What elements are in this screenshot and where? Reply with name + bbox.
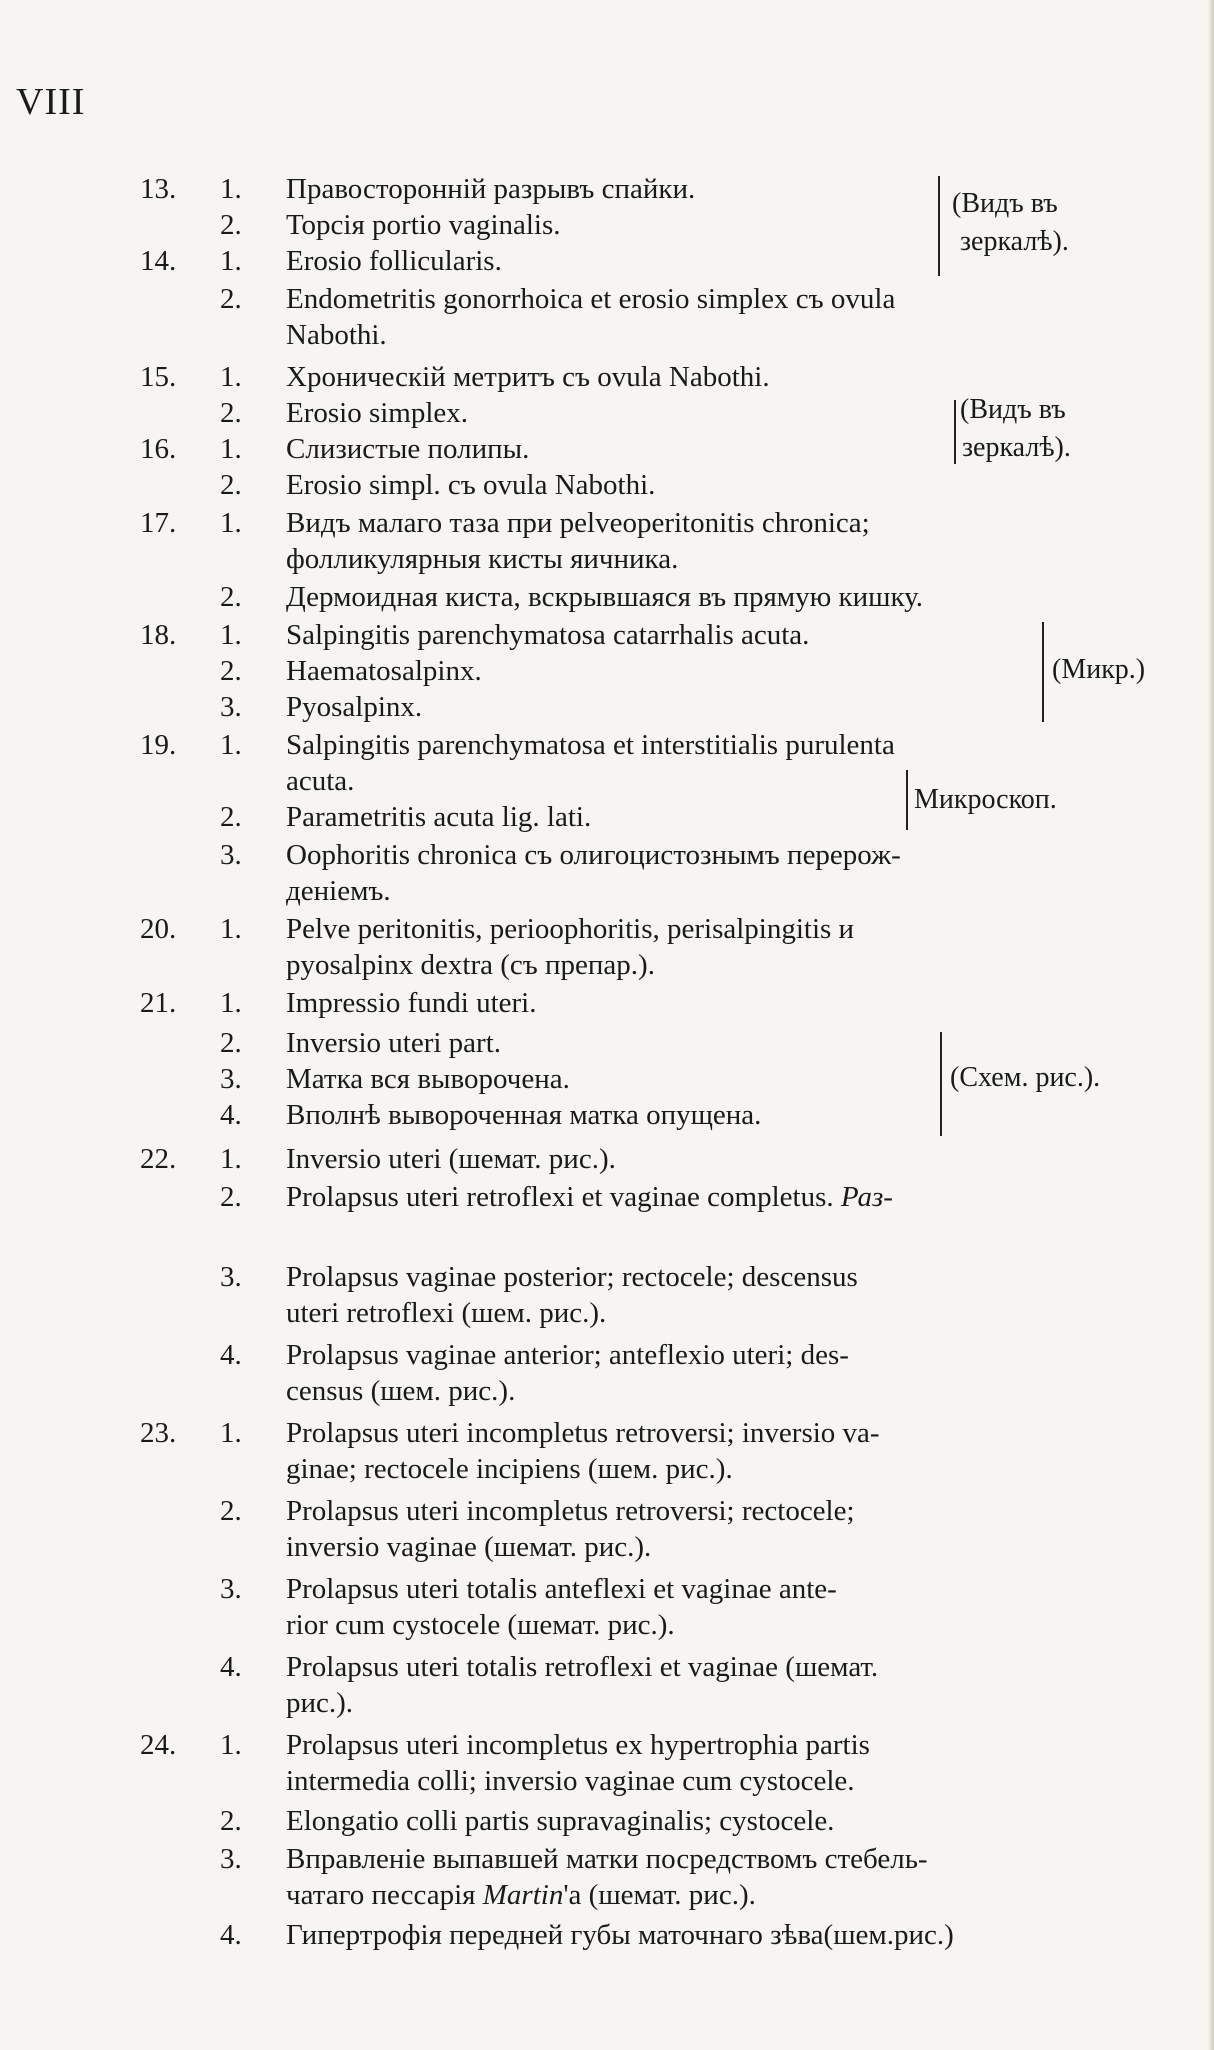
item-text: uteri retroflexi (шем. рис.). (286, 1297, 607, 1329)
item-number: 3. (220, 1573, 242, 1605)
item-text: pyosalpinx dextra (съ препар.). (286, 949, 655, 981)
section-number: 14. (140, 245, 177, 277)
item-text: фолликулярныя кисты яичника. (286, 543, 679, 575)
item-number: 1. (220, 729, 242, 761)
italic-text: Martin (482, 1879, 564, 1911)
page-edge (1208, 0, 1214, 2050)
item-number: 1. (220, 173, 242, 205)
list-item (0, 1416, 1200, 1452)
list-item (0, 1608, 1200, 1644)
page-number: VIII (16, 81, 86, 123)
bracket (898, 770, 908, 830)
list-item (0, 1180, 1200, 1216)
list-item (0, 728, 1200, 764)
list-item (0, 1804, 1200, 1840)
list-item (0, 1878, 1200, 1914)
list-item (0, 1260, 1200, 1296)
item-text: Вполнѣ вывороченная матка опущена. (286, 1099, 762, 1131)
item-number: 1. (220, 619, 242, 651)
item-text: Гипертрофія передней губы маточнаго зѣва(шем.рис.) (286, 1919, 954, 1951)
side-note: (Схем. рис.). (950, 1062, 1101, 1093)
item-number: 2. (220, 1027, 242, 1059)
item-number: 4. (220, 1099, 242, 1131)
side-note: зеркалѣ). (960, 226, 1069, 257)
item-text: Слизистые полипы. (286, 433, 530, 465)
item-text: чатаго пессарія (286, 1879, 476, 1911)
list-item (0, 1650, 1200, 1686)
item-text: Правосторонній разрывъ спайки. (286, 173, 696, 205)
item-text: 'а (шемат. рис.). (563, 1879, 756, 1911)
item-text: Erosio follicularis. (286, 245, 502, 277)
list-item (0, 912, 1200, 948)
list-item (0, 506, 1200, 542)
item-text: ginae; rectocele incipiens (шем. рис.). (286, 1453, 733, 1485)
item-text: Матка вся выворочена. (286, 1063, 570, 1095)
list-item (0, 948, 1200, 984)
list-item (0, 1494, 1200, 1530)
item-number: 2. (220, 469, 242, 501)
list-item (0, 1026, 1200, 1062)
side-note: Микроскоп. (914, 784, 1057, 815)
item-number: 2. (220, 209, 242, 241)
item-text: Prolapsus uteri incompletus ex hypertrophia partis (286, 1729, 870, 1761)
item-text: Prolapsus vaginae anterior; anteflexio uteri; des- (286, 1339, 849, 1371)
item-number: 2. (220, 283, 242, 315)
section-number: 20. (140, 913, 177, 945)
item-number: 2. (220, 581, 242, 613)
list-item (0, 1216, 1200, 1252)
item-number: 1. (220, 245, 242, 277)
item-number: 2. (220, 1805, 242, 1837)
item-text: Inversio uteri (шемат. рис.). (286, 1143, 616, 1175)
item-text: Elongatio colli partis supravaginalis; cystocele. (286, 1805, 835, 1837)
bracket (932, 1032, 942, 1136)
bracket (1034, 622, 1044, 722)
item-text: Торсія portio vaginalis. (286, 209, 561, 241)
list-item (0, 1338, 1200, 1374)
item-text: Дермоидная киста, вскрывшаяся въ прямую кишку. (286, 581, 924, 613)
list-item (0, 1142, 1200, 1178)
item-text: acuta. (286, 765, 355, 797)
item-number: 3. (220, 1843, 242, 1875)
list-item (0, 986, 1200, 1022)
item-number: 1. (220, 987, 242, 1019)
item-text: Prolapsus uteri totalis anteflexi et vaginae ante- (286, 1573, 837, 1605)
list-item (0, 468, 1200, 504)
item-number: 4. (220, 1339, 242, 1371)
item-number: 1. (220, 361, 242, 393)
item-number: 3. (220, 1063, 242, 1095)
list-item (0, 1686, 1200, 1722)
item-number: 3. (220, 1261, 242, 1293)
item-text: rior cum cystocele (шемат. рис.). (286, 1609, 675, 1641)
item-text: Oophoritis chronica съ олигоцистознымъ перерож- (286, 839, 901, 871)
list-item (0, 618, 1200, 654)
list-item (0, 1296, 1200, 1332)
list-item (0, 360, 1200, 396)
side-note: (Видъ въ (960, 394, 1066, 425)
item-text: Erosio simplex. (286, 397, 469, 429)
list-item (0, 1452, 1200, 1488)
list-item (0, 1530, 1200, 1566)
list-item (0, 580, 1200, 616)
section-number: 18. (140, 619, 177, 651)
item-text: Endometritis gonorrhoica et erosio simplex съ ovula (286, 283, 896, 315)
item-number: 4. (220, 1919, 242, 1951)
list-item (0, 874, 1200, 910)
item-text: деніемъ. (286, 875, 391, 907)
item-text: рис.). (286, 1687, 354, 1719)
section-number: 19. (140, 729, 177, 761)
bracket (930, 176, 940, 276)
item-text: inversio vaginae (шемат. рис.). (286, 1531, 652, 1563)
item-text: Видъ малаго таза при pelveoperitonitis chronica; (286, 507, 870, 539)
side-note: (Микр.) (1052, 654, 1146, 685)
item-number: 2. (220, 801, 242, 833)
item-text: Prolapsus uteri incompletus retroversi; inversio va- (286, 1417, 880, 1449)
item-text: Prolapsus vaginae posterior; rectocele; descensus (286, 1261, 858, 1293)
section-number: 23. (140, 1417, 177, 1449)
list-item (0, 838, 1200, 874)
item-number: 3. (220, 691, 242, 723)
item-number: 1. (220, 507, 242, 539)
item-number: 1. (220, 1143, 242, 1175)
list-item (0, 318, 1200, 354)
item-text: Salpingitis parenchymatosa et interstitialis purulenta (286, 729, 895, 761)
list-item (0, 690, 1200, 726)
bracket (946, 400, 956, 464)
item-text: Parametritis acuta lig. lati. (286, 801, 592, 833)
item-text: Pyosalpinx. (286, 691, 423, 723)
item-text: intermedia colli; inversio vaginae cum cystocele. (286, 1765, 855, 1797)
item-text: Pelve peritonitis, perioophoritis, perisalpingitis и (286, 913, 855, 945)
item-number: 1. (220, 1417, 242, 1449)
item-number: 2. (220, 655, 242, 687)
side-note: зеркалѣ). (962, 432, 1071, 463)
section-number: 13. (140, 173, 177, 205)
list-item (0, 1098, 1200, 1134)
item-text: Nabothi. (286, 319, 387, 351)
list-item (0, 1842, 1200, 1878)
item-text: Erosio simpl. съ ovula Nabothi. (286, 469, 656, 501)
item-number: 4. (220, 1651, 242, 1683)
item-text: Salpingitis parenchymatosa catarrhalis acuta. (286, 619, 810, 651)
item-number: 1. (220, 913, 242, 945)
item-number: 2. (220, 397, 242, 429)
list-item (0, 1764, 1200, 1800)
list-item (0, 542, 1200, 578)
side-note: (Видъ въ (952, 188, 1058, 219)
item-text: Prolapsus uteri totalis retroflexi et vaginae (шемат. (286, 1651, 879, 1683)
italic-text: Раз- (840, 1181, 893, 1213)
item-text: Хроническій метритъ съ ovula Nabothi. (286, 361, 770, 393)
item-number: 1. (220, 1729, 242, 1761)
section-number: 24. (140, 1729, 177, 1761)
item-number: 1. (220, 433, 242, 465)
list-item (0, 282, 1200, 318)
item-number: 2. (220, 1181, 242, 1213)
section-number: 21. (140, 987, 177, 1019)
list-item (0, 1728, 1200, 1764)
item-text: Prolapsus uteri retroflexi et vaginae completus. (286, 1181, 834, 1213)
section-number: 22. (140, 1143, 177, 1175)
section-number: 15. (140, 361, 177, 393)
item-text: census (шем. рис.). (286, 1375, 516, 1407)
item-number: 3. (220, 839, 242, 871)
list-item (0, 1572, 1200, 1608)
list-item (0, 1918, 1200, 1954)
item-text: Вправленіе выпавшей матки посредствомъ стебель- (286, 1843, 928, 1875)
list-item (0, 1374, 1200, 1410)
item-text: Haematosalpinx. (286, 655, 482, 687)
item-text: Inversio uteri part. (286, 1027, 502, 1059)
section-number: 16. (140, 433, 177, 465)
section-number: 17. (140, 507, 177, 539)
item-text: Impressio fundi uteri. (286, 987, 537, 1019)
item-number: 2. (220, 1495, 242, 1527)
list-item (0, 654, 1200, 690)
item-text: Prolapsus uteri incompletus retroversi; rectocele; (286, 1495, 855, 1527)
